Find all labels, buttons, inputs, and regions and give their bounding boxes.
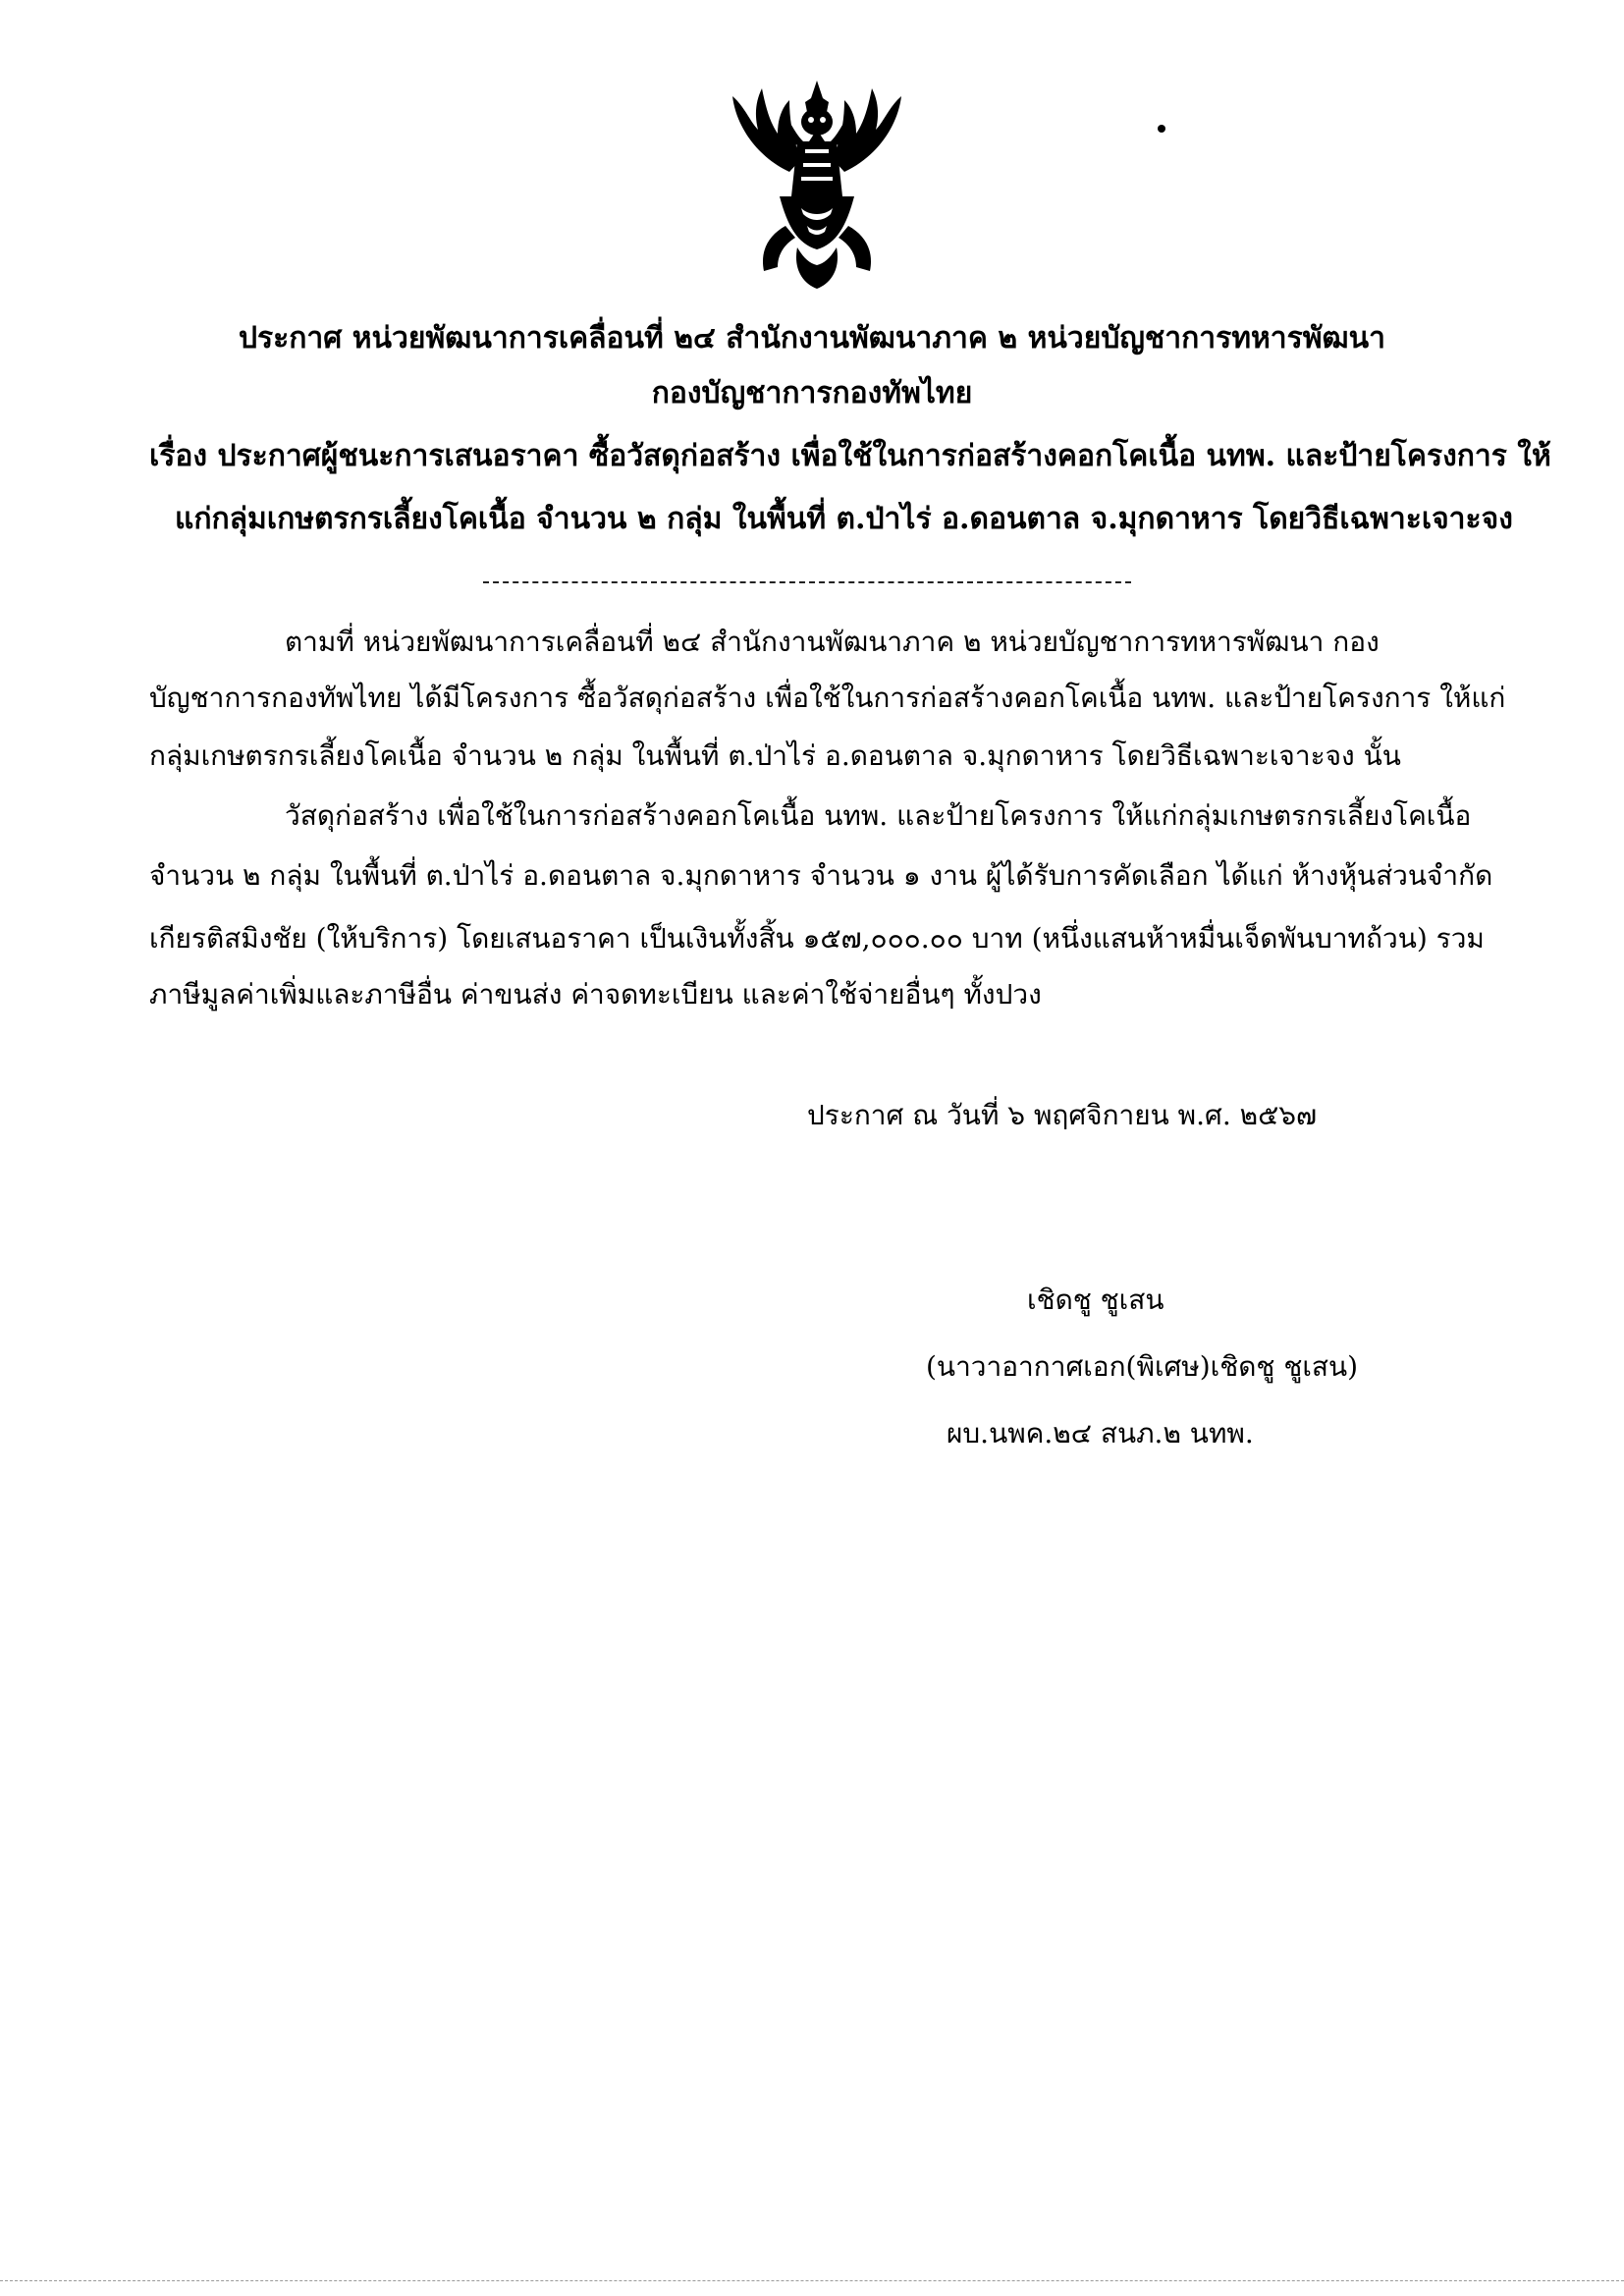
paragraph-1-line-1: ตามที่ หน่วยพัฒนาการเคลื่อนที่ ๒๔ สำนักงานพัฒนาภาค ๒ หน่วยบัญชาการทหารพัฒนา กอง: [285, 626, 1380, 658]
scan-speck: [1158, 125, 1165, 133]
paragraph-2-line-4: ภาษีมูลค่าเพิ่มและภาษีอื่น ค่าขนส่ง ค่าจดทะเบียน และค่าใช้จ่ายอื่นๆ ทั้งปวง: [149, 978, 1042, 1011]
subject-line-1: เรื่อง ประกาศผู้ชนะการเสนอราคา ซื้อวัสดุก่อสร้าง เพื่อใช้ในการก่อสร้างคอกโคเนื้อ นทพ. และป้ายโครงการ ให้: [149, 439, 1551, 473]
garuda-emblem: [699, 79, 935, 295]
signatory-full-name: (นาวาอากาศเอก(พิเศษ)เชิดชู ชูเสน): [926, 1350, 1359, 1383]
subject-line-2: แก่กลุ่มเกษตรกรเลี้ยงโคเนื้อ จำนวน ๒ กลุ่ม ในพื้นที่ ต.ป่าไร่ อ.ดอนตาล จ.มุกดาหาร โดยวิธีเฉพาะเจาะจง: [175, 502, 1513, 536]
paragraph-1-line-3: กลุ่มเกษตรกรเลี้ยงโคเนื้อ จำนวน ๒ กลุ่ม ในพื้นที่ ต.ป่าไร่ อ.ดอนตาล จ.มุกดาหาร โดยวิธีเฉพาะเจาะจง นั้น: [149, 739, 1401, 772]
paragraph-2-line-1: วัสดุก่อสร้าง เพื่อใช้ในการก่อสร้างคอกโคเนื้อ นทพ. และป้ายโครงการ ให้แก่กลุ่มเกษตรกรเลี้ยงโคเนื้อ: [285, 799, 1472, 832]
paragraph-2-line-3: เกียรติสมิงชัย (ให้บริการ) โดยเสนอราคา เป็นเงินทั้งสิ้น ๑๕๗,๐๐๐.๐๐ บาท (หนึ่งแสนห้าหมื่นเจ็ดพันบาทถ้วน) รวม: [149, 922, 1485, 955]
signatory-position: ผบ.นพค.๒๔ สนภ.๒ นทพ.: [947, 1417, 1254, 1449]
signed-name: เชิดชู ชูเสน: [1027, 1284, 1164, 1316]
scan-bottom-edge: [0, 2280, 1624, 2281]
announcement-title-line-2: กองบัญชาการกองทัพไทย: [651, 376, 973, 410]
announcement-date: ประกาศ ณ วันที่ ๖ พฤศจิกายน พ.ศ. ๒๕๖๗: [807, 1099, 1318, 1131]
paragraph-2-line-2: จำนวน ๒ กลุ่ม ในพื้นที่ ต.ป่าไร่ อ.ดอนตาล จ.มุกดาหาร จำนวน ๑ งาน ผู้ได้รับการคัดเลือก ได้แก่ ห้างหุ้นส่วนจำกัด: [149, 859, 1493, 892]
paragraph-1-line-2: บัญชาการกองทัพไทย ได้มีโครงการ ซื้อวัสดุก่อสร้าง เพื่อใช้ในการก่อสร้างคอกโคเนื้อ นทพ. และป้ายโครงการ ให้แก่: [149, 682, 1506, 714]
section-divider: [483, 581, 1131, 583]
announcement-title-line-1: ประกาศ หน่วยพัฒนาการเคลื่อนที่ ๒๔ สำนักงานพัฒนาภาค ๒ หน่วยบัญชาการทหารพัฒนา: [239, 321, 1385, 355]
